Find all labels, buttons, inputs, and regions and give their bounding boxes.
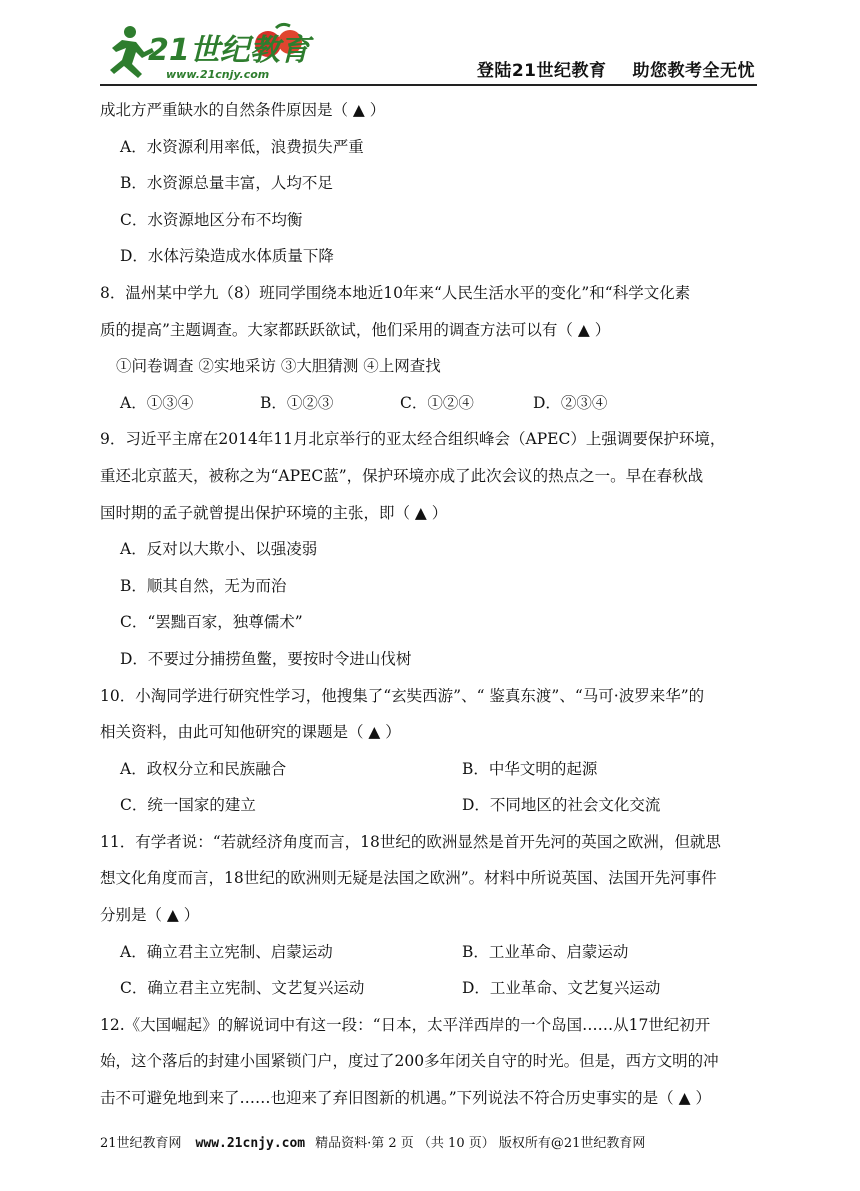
footer-url[interactable]: www.21cnjy.com (195, 1136, 306, 1151)
question-8-stem-cont: 质的提高”主题调查。大家都跃跃欲试，他们采用的调查方法可以有（ ▲ ） (100, 320, 611, 339)
q10-option-b: B．中华文明的起源 (462, 759, 598, 778)
q8-option-b: B．①②③ (260, 393, 334, 412)
q9-option-c: C．“罢黜百家，独尊儒术” (120, 613, 303, 632)
q8-option-a: A．①③④ (120, 393, 194, 412)
slogan-left: 登陆21世纪教育 (476, 61, 607, 81)
question-11-stem-cont-1: 想文化角度而言，18世纪的欧洲则无疑是法国之欧洲”。材料中所说英国、法国开先河事件 (100, 869, 717, 888)
footer-page-info: 精品资料·第 2 页 （共 10 页） 版权所有@21世纪教育网 (315, 1136, 646, 1151)
question-10-stem: 10．小淘同学进行研究性学习，他搜集了“玄奘西游”、“ 鉴真东渡”、“马可·波罗来华”的 (100, 686, 705, 705)
logo-url: www.21cnjy.com (166, 68, 270, 81)
question-8-stem: 8．温州某中学九（8）班同学围绕本地近10年来“人民生活水平的变化”和“科学文化素 (100, 283, 691, 302)
document-body (100, 92, 760, 1117)
q10-options-row-1 (100, 751, 760, 788)
q9-option-b: B．顺其自然，无为而治 (120, 576, 287, 595)
q8-choices: ①问卷调查 ②实地采访 ③大胆猜测 ④上网查找 (116, 357, 441, 376)
q10-options-row-2 (100, 787, 760, 824)
question-12-stem: 12.《大国崛起》的解说词中有这一段：“日本，太平洋西岸的一个岛国……从17世纪初开 (100, 1015, 711, 1034)
question-12-stem-cont-1: 始，这个落后的封建小国紧锁门户，度过了200多年闭关自守的时光。但是，西方文明的冲 (100, 1052, 719, 1071)
question-11-stem-cont-2: 分别是（ ▲ ） (100, 906, 200, 925)
logo-title: 21世纪教育 (148, 33, 310, 68)
question-10-stem-cont: 相关资料，由此可知他研究的课题是（ ▲ ） (100, 723, 401, 742)
q9-option-a: A．反对以大欺小、以强凌弱 (120, 540, 318, 559)
site-logo (100, 22, 360, 86)
header-divider (100, 84, 757, 86)
footer-site: 21世纪教育网 (100, 1136, 182, 1151)
question-7-stem-end: 成北方严重缺水的自然条件原因是（ ▲ ） (100, 101, 386, 119)
header-slogan (477, 56, 755, 81)
q11-options-row-2 (100, 970, 760, 1007)
question-9-stem: 9．习近平主席在2014年11月北京举行的亚太经合组织峰会（APEC）上强调要保护环境， (100, 430, 726, 449)
question-9-stem-cont-2: 国时期的孟子就曾提出保护环境的主张，即（ ▲ ） (100, 503, 448, 522)
q8-option-d: D．②③④ (533, 393, 608, 412)
q8-options (100, 385, 760, 422)
q10-option-c: C．统一国家的建立 (120, 796, 256, 815)
q10-option-a: A．政权分立和民族融合 (120, 759, 287, 778)
q7-option-a: A．水资源利用率低，浪费损失严重 (120, 137, 364, 156)
question-11-stem: 11．有学者说：“若就经济角度而言，18世纪的欧洲显然是首开先河的英国之欧洲，但就思 (100, 832, 721, 851)
q7-option-b: B．水资源总量丰富，人均不足 (120, 174, 333, 193)
question-9-stem-cont-1: 重还北京蓝天，被称之为“APEC蓝”，保护环境亦成了此次会议的热点之一。早在春秋战 (100, 466, 704, 485)
q11-option-a: A．确立君主立宪制、启蒙运动 (120, 942, 333, 961)
q11-option-d: D．工业革命、文艺复兴运动 (462, 979, 661, 998)
q11-option-c: C．确立君主立宪制、文艺复兴运动 (120, 979, 365, 998)
q8-option-c: C．①②④ (400, 393, 474, 412)
q10-option-d: D．不同地区的社会文化交流 (462, 796, 661, 815)
page-header (100, 22, 757, 86)
page-footer (100, 1132, 645, 1151)
q7-option-c: C．水资源地区分布不均衡 (120, 210, 303, 229)
slogan-right: 助您教考全无忧 (632, 61, 755, 81)
q11-option-b: B．工业革命、启蒙运动 (462, 942, 629, 961)
q11-options-row-1 (100, 934, 760, 971)
question-12-stem-cont-2: 击不可避免地到来了……也迎来了弃旧图新的机遇。”下列说法不符合历史事实的是（ ▲ ） (100, 1089, 711, 1108)
q9-option-d: D．不要过分捕捞鱼鳖，要按时令进山伐树 (120, 649, 412, 668)
q7-option-d: D．水体污染造成水体质量下降 (120, 247, 334, 266)
